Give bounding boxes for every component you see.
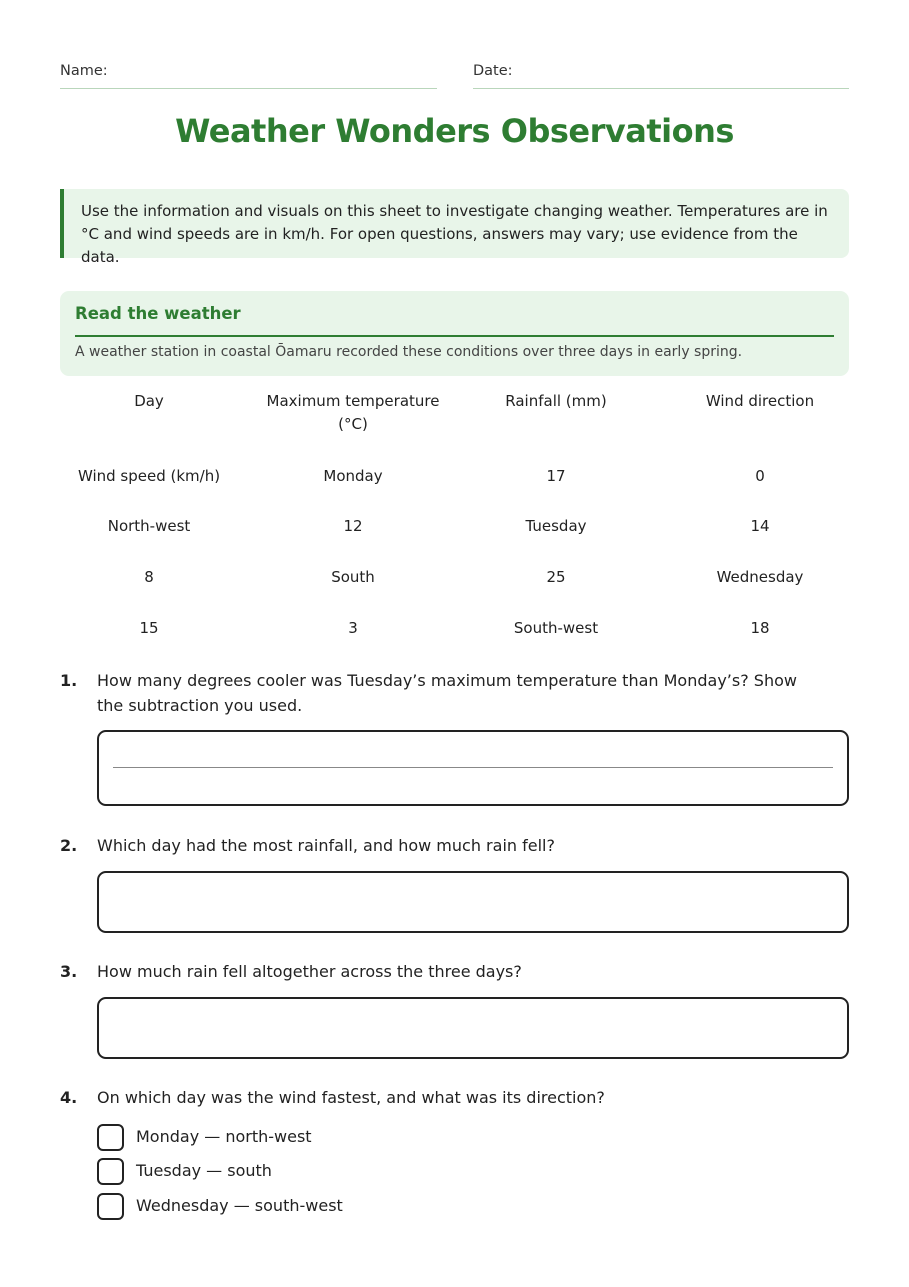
- answer-box-1[interactable]: [97, 730, 849, 806]
- checkbox[interactable]: [97, 1124, 124, 1151]
- grid-cell: Rainfall (mm): [505, 392, 607, 410]
- instructions-callout: [60, 189, 849, 266]
- grid-cell: 8: [144, 568, 154, 586]
- grid-cell: Day: [134, 392, 164, 410]
- question-number: 3.: [60, 962, 78, 981]
- instructions-text: Use the information and visuals on this sheet to investigate changing weather. Temperatures are in °C and wind speeds are in km/h. For open questions, answers may vary; use evidence from the data.: [81, 202, 828, 266]
- name-field[interactable]: [60, 60, 437, 89]
- page-title: Weather Wonders Observations: [175, 112, 734, 150]
- answer-box-2[interactable]: [97, 871, 849, 933]
- grid-cell: Monday: [323, 467, 383, 485]
- worksheet-page: [60, 0, 849, 1287]
- section-description: A weather station in coastal Ōamaru recorded these conditions over three days in early spring.: [75, 344, 743, 360]
- grid-cell: Maximum temperature (°C): [266, 392, 440, 433]
- question-number: 4.: [60, 1088, 78, 1107]
- checkbox[interactable]: [97, 1193, 124, 1220]
- question-text: How much rain fell altogether across the three days?: [97, 962, 522, 981]
- grid-cell: 3: [348, 619, 358, 637]
- grid-cell: Wednesday: [716, 568, 804, 586]
- checkbox[interactable]: [97, 1158, 124, 1185]
- grid-cell: 14: [750, 517, 770, 535]
- question-number: 1.: [60, 671, 78, 690]
- name-label: Name:: [60, 63, 108, 79]
- grid-cell: 17: [546, 467, 566, 485]
- read-the-weather-panel: [60, 291, 849, 376]
- grid-cell: Wind speed (km/h): [77, 467, 221, 485]
- question-text: On which day was the wind fastest, and what was its direction?: [97, 1088, 605, 1107]
- question-text: Which day had the most rainfall, and how much rain fell?: [97, 836, 555, 855]
- grid-cell: Tuesday: [525, 517, 587, 535]
- grid-cell: South-west: [513, 619, 599, 637]
- date-field[interactable]: [473, 60, 849, 89]
- grid-cell: 0: [755, 467, 765, 485]
- question-number: 2.: [60, 836, 78, 855]
- question-text: How many degrees cooler was Tuesday’s maximum temperature than Monday’s? Show the subtraction you used.: [97, 671, 797, 715]
- section-title: Read the weather: [75, 291, 834, 337]
- date-label: Date:: [473, 63, 513, 79]
- option-label: Wednesday — south-west: [136, 1196, 343, 1215]
- option-label: Tuesday — south: [136, 1161, 272, 1180]
- grid-cell: 18: [750, 619, 770, 637]
- grid-cell: 15: [139, 619, 159, 637]
- grid-cell: 12: [343, 517, 363, 535]
- grid-cell: 25: [546, 568, 566, 586]
- grid-cell: Wind direction: [705, 392, 815, 410]
- option-label: Monday — north-west: [136, 1127, 312, 1146]
- grid-cell: North-west: [107, 517, 191, 535]
- grid-cell: South: [331, 568, 375, 586]
- answer-box-3[interactable]: [97, 997, 849, 1059]
- answer-writing-line: [113, 767, 833, 768]
